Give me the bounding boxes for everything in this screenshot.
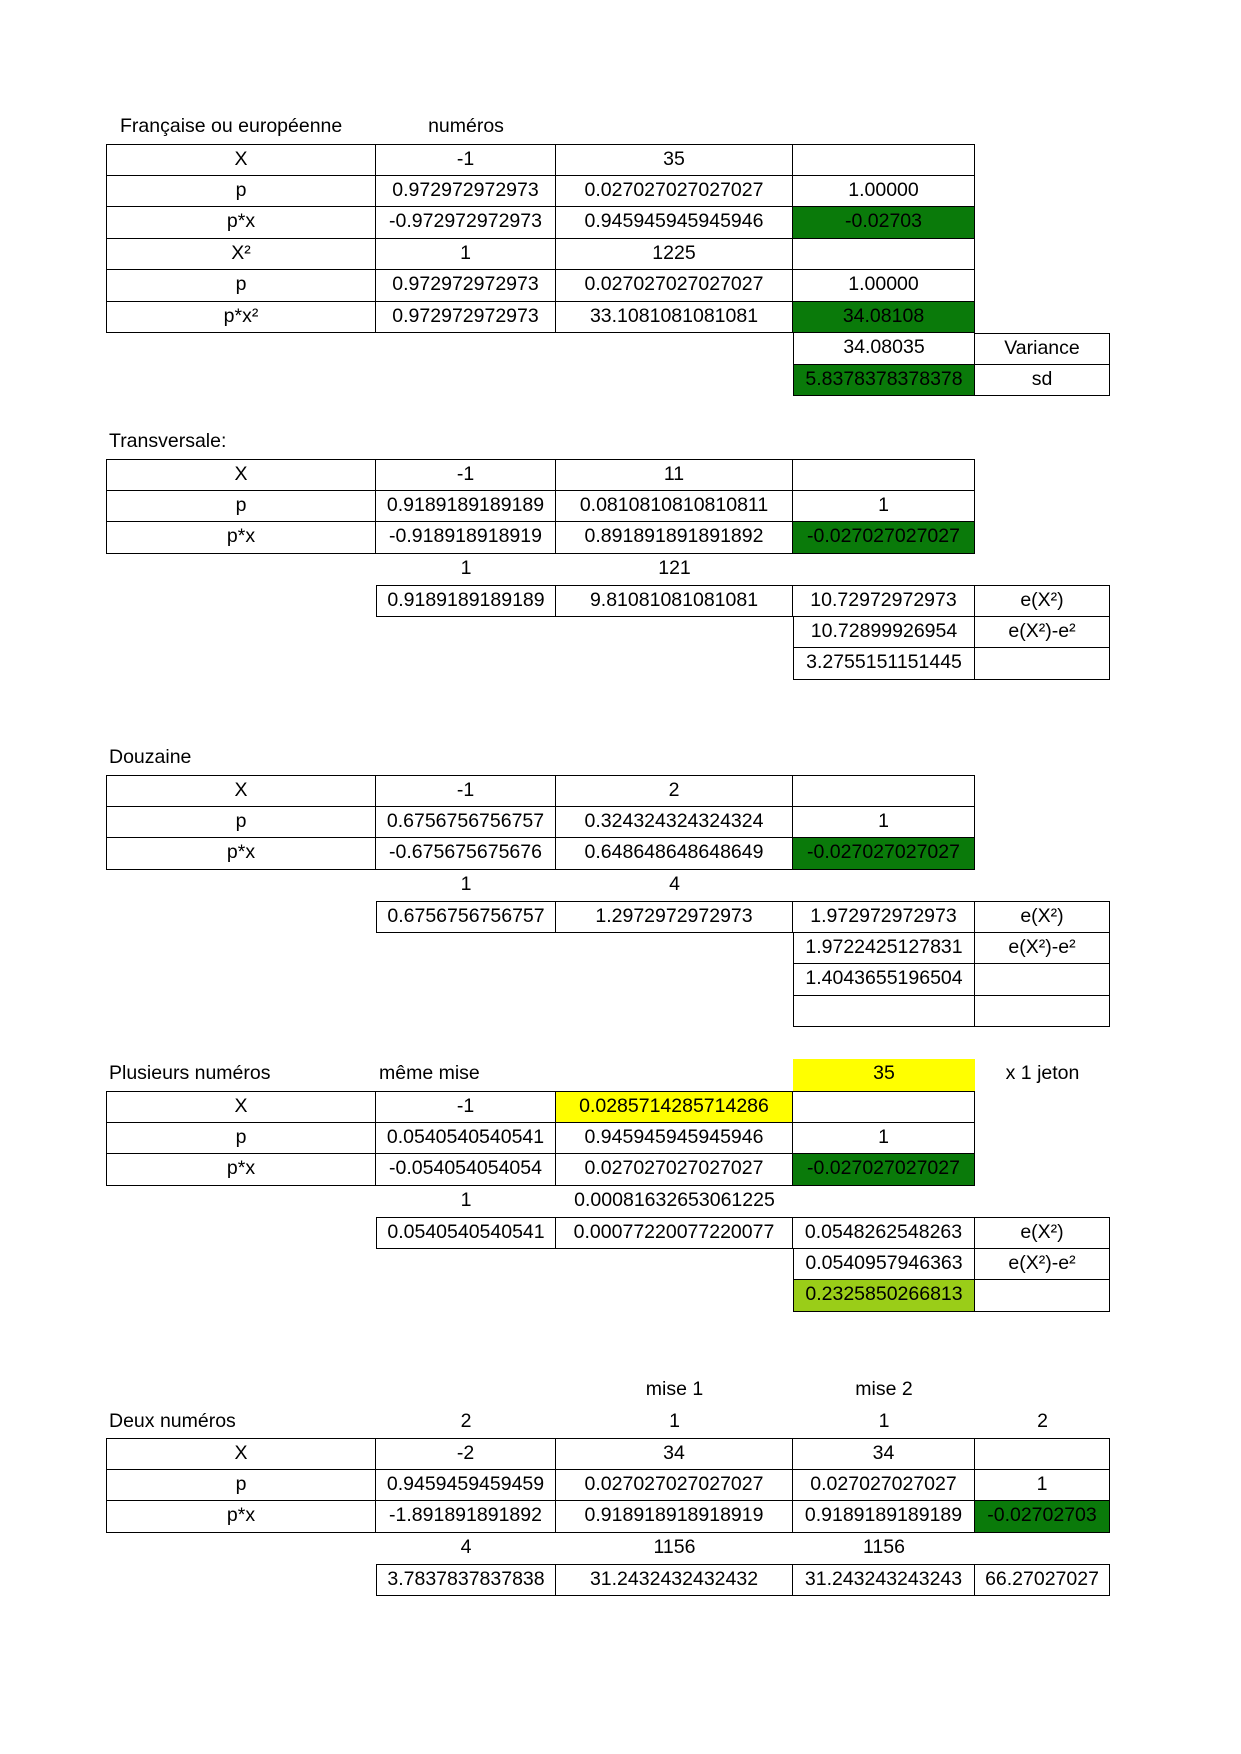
- table-cell: 1.4043655196504: [793, 964, 975, 996]
- table-cell: 10.72972972973: [793, 585, 975, 617]
- table-cell: -2: [376, 1438, 556, 1470]
- row-label: p: [106, 1123, 376, 1155]
- variance-label: Variance: [975, 333, 1110, 365]
- row-label: X: [106, 775, 376, 807]
- header-label: numéros: [428, 115, 504, 137]
- row-label: X: [106, 459, 376, 491]
- highlighted-cell: -0.02702703: [975, 1501, 1110, 1533]
- table-cell: 4: [669, 872, 680, 895]
- table-cell: 1: [793, 1123, 975, 1155]
- table-cell: 0.891891891891892: [556, 522, 793, 554]
- table-cell: 34: [793, 1438, 975, 1470]
- table-cell: 9.81081081081081: [556, 585, 793, 617]
- table-cell: 121: [658, 556, 691, 579]
- highlighted-cell: -0.027027027027: [793, 522, 975, 554]
- table-cell: -0.918918918919: [376, 522, 556, 554]
- table-cell: 33.1081081081081: [556, 302, 793, 334]
- table-cell: 0.9189189189189: [376, 491, 556, 523]
- row-label: X²: [106, 239, 376, 271]
- section-title: Transversale:: [109, 430, 227, 452]
- row-label: X: [106, 1091, 376, 1123]
- table-cell: 1156: [863, 1535, 905, 1558]
- table-cell: 0.945945945945946: [556, 1123, 793, 1155]
- table-cell: [793, 459, 975, 491]
- header-label: mise 1: [645, 1378, 704, 1400]
- table-cell: 0.00081632653061225: [574, 1188, 775, 1211]
- table-cell: 0.6756756756757: [376, 901, 556, 933]
- table-cell: 3.7837837837838: [376, 1564, 556, 1596]
- table-cell: 10.72899926954: [793, 617, 975, 649]
- section-title: Plusieurs numéros: [109, 1062, 271, 1084]
- table-cell: 0.0540540540541: [376, 1217, 556, 1249]
- table-cell: 0.9189189189189: [793, 1501, 975, 1533]
- table-cell: 0.027027027027: [793, 1470, 975, 1502]
- variance-label: e(X²)-e²: [975, 617, 1110, 649]
- row-label: p: [106, 491, 376, 523]
- header-label: 2: [1037, 1409, 1048, 1432]
- table-cell: -0.972972972973: [376, 207, 556, 239]
- table-cell: 11: [556, 459, 793, 491]
- row-label: p*x: [106, 522, 376, 554]
- table-cell: 1.2972972972973: [556, 901, 793, 933]
- table-cell: 1156: [653, 1535, 696, 1558]
- table-cell: 0.324324324324324: [556, 807, 793, 839]
- row-label: p: [106, 1470, 376, 1502]
- header-label: 1: [878, 1409, 890, 1432]
- highlighted-cell: -0.027027027027: [793, 1154, 975, 1186]
- table-cell: -1: [376, 775, 556, 807]
- table-cell: 0.918918918918919: [556, 1501, 793, 1533]
- row-label: p*x²: [106, 302, 376, 334]
- table-cell: 0.945945945945946: [556, 207, 793, 239]
- table-cell: 31.243243243243: [793, 1564, 975, 1596]
- table-cell: 1225: [556, 239, 793, 271]
- table-cell: [975, 1280, 1110, 1312]
- header-label: 2: [460, 1409, 472, 1432]
- table-cell: 1: [975, 1470, 1110, 1502]
- row-label: p: [106, 176, 376, 208]
- table-cell: 0.027027027027027: [556, 1470, 793, 1502]
- table-cell: 4: [460, 1535, 472, 1558]
- row-label: p*x: [106, 207, 376, 239]
- section-title: Française ou européenne: [120, 115, 343, 137]
- table-cell: [975, 964, 1110, 996]
- table-cell: [793, 996, 975, 1028]
- table-cell: 0.027027027027027: [556, 270, 793, 302]
- header-label: même mise: [379, 1062, 480, 1084]
- header-label: 1: [669, 1409, 680, 1432]
- table-cell: 1.9722425127831: [793, 933, 975, 965]
- sd-label: sd: [975, 365, 1110, 397]
- table-cell: 1: [793, 807, 975, 839]
- highlighted-cell: -0.027027027027: [793, 838, 975, 870]
- table-cell: -0.054054054054: [376, 1154, 556, 1186]
- table-cell: [793, 144, 975, 176]
- variance-label: e(X²)-e²: [975, 1249, 1110, 1281]
- table-cell: 0.027027027027027: [556, 1154, 793, 1186]
- table-cell: -1: [376, 1091, 556, 1123]
- ex2-label: e(X²): [975, 585, 1110, 617]
- table-cell: 1: [460, 1188, 472, 1211]
- row-label: p*x: [106, 1501, 376, 1533]
- header-label: x 1 jeton: [1005, 1062, 1080, 1084]
- table-cell: [975, 996, 1110, 1028]
- table-cell: 0.0548262548263: [793, 1217, 975, 1249]
- table-cell: 0.972972972973: [376, 302, 556, 334]
- table-cell: 1.00000: [793, 176, 975, 208]
- highlighted-cell: -0.02703: [793, 207, 975, 239]
- table-cell: 0.972972972973: [376, 270, 556, 302]
- table-cell: 1: [460, 872, 472, 895]
- table-cell: 0.0540540540541: [376, 1123, 556, 1155]
- table-cell: 31.2432432432432: [556, 1564, 793, 1596]
- table-cell: [793, 239, 975, 271]
- table-cell: 34: [556, 1438, 793, 1470]
- table-cell: 0.0540957946363: [793, 1249, 975, 1281]
- table-cell: 3.2755151151445: [793, 648, 975, 680]
- table-cell: 1: [376, 239, 556, 271]
- highlighted-cell: 34.08108: [793, 302, 975, 334]
- table-cell: 1.972972972973: [793, 901, 975, 933]
- ex2-label: e(X²): [975, 1217, 1110, 1249]
- header-label: mise 2: [855, 1378, 913, 1400]
- table-cell: 1: [793, 491, 975, 523]
- table-cell: 35: [556, 144, 793, 176]
- row-label: p*x: [106, 1154, 376, 1186]
- table-cell: -1.891891891892: [376, 1501, 556, 1533]
- table-cell: 34.08035: [793, 333, 975, 365]
- table-cell: 2: [556, 775, 793, 807]
- row-label: p*x: [106, 838, 376, 870]
- ex2-label: e(X²): [975, 901, 1110, 933]
- table-cell: 0.6756756756757: [376, 807, 556, 839]
- row-label: p: [106, 270, 376, 302]
- table-cell: 1.00000: [793, 270, 975, 302]
- highlighted-cell: 0.2325850266813: [793, 1280, 975, 1312]
- table-cell: [975, 648, 1110, 680]
- highlighted-cell: 5.8378378378378: [793, 365, 975, 397]
- highlighted-cell: 0.0285714285714286: [556, 1091, 793, 1123]
- section-title: Douzaine: [109, 746, 192, 768]
- table-cell: -0.675675675676: [376, 838, 556, 870]
- table-cell: [793, 775, 975, 807]
- table-cell: [793, 1091, 975, 1123]
- row-label: X: [106, 144, 376, 176]
- table-cell: 0.972972972973: [376, 176, 556, 208]
- variance-label: e(X²)-e²: [975, 933, 1110, 965]
- row-label: X: [106, 1438, 376, 1470]
- table-cell: -1: [376, 144, 556, 176]
- table-cell: [975, 1438, 1110, 1470]
- section-title: Deux numéros: [109, 1409, 236, 1432]
- table-cell: 0.9459459459459: [376, 1470, 556, 1502]
- table-cell: 0.0810810810810811: [556, 491, 793, 523]
- table-cell: 66.27027027: [975, 1564, 1110, 1596]
- highlighted-cell: 35: [793, 1059, 975, 1091]
- table-cell: 0.648648648648649: [556, 838, 793, 870]
- table-cell: -1: [376, 459, 556, 491]
- table-cell: 0.027027027027027: [556, 176, 793, 208]
- table-cell: 0.9189189189189: [376, 585, 556, 617]
- row-label: p: [106, 807, 376, 839]
- table-cell: 0.00077220077220077: [556, 1217, 793, 1249]
- table-cell: 1: [460, 556, 472, 579]
